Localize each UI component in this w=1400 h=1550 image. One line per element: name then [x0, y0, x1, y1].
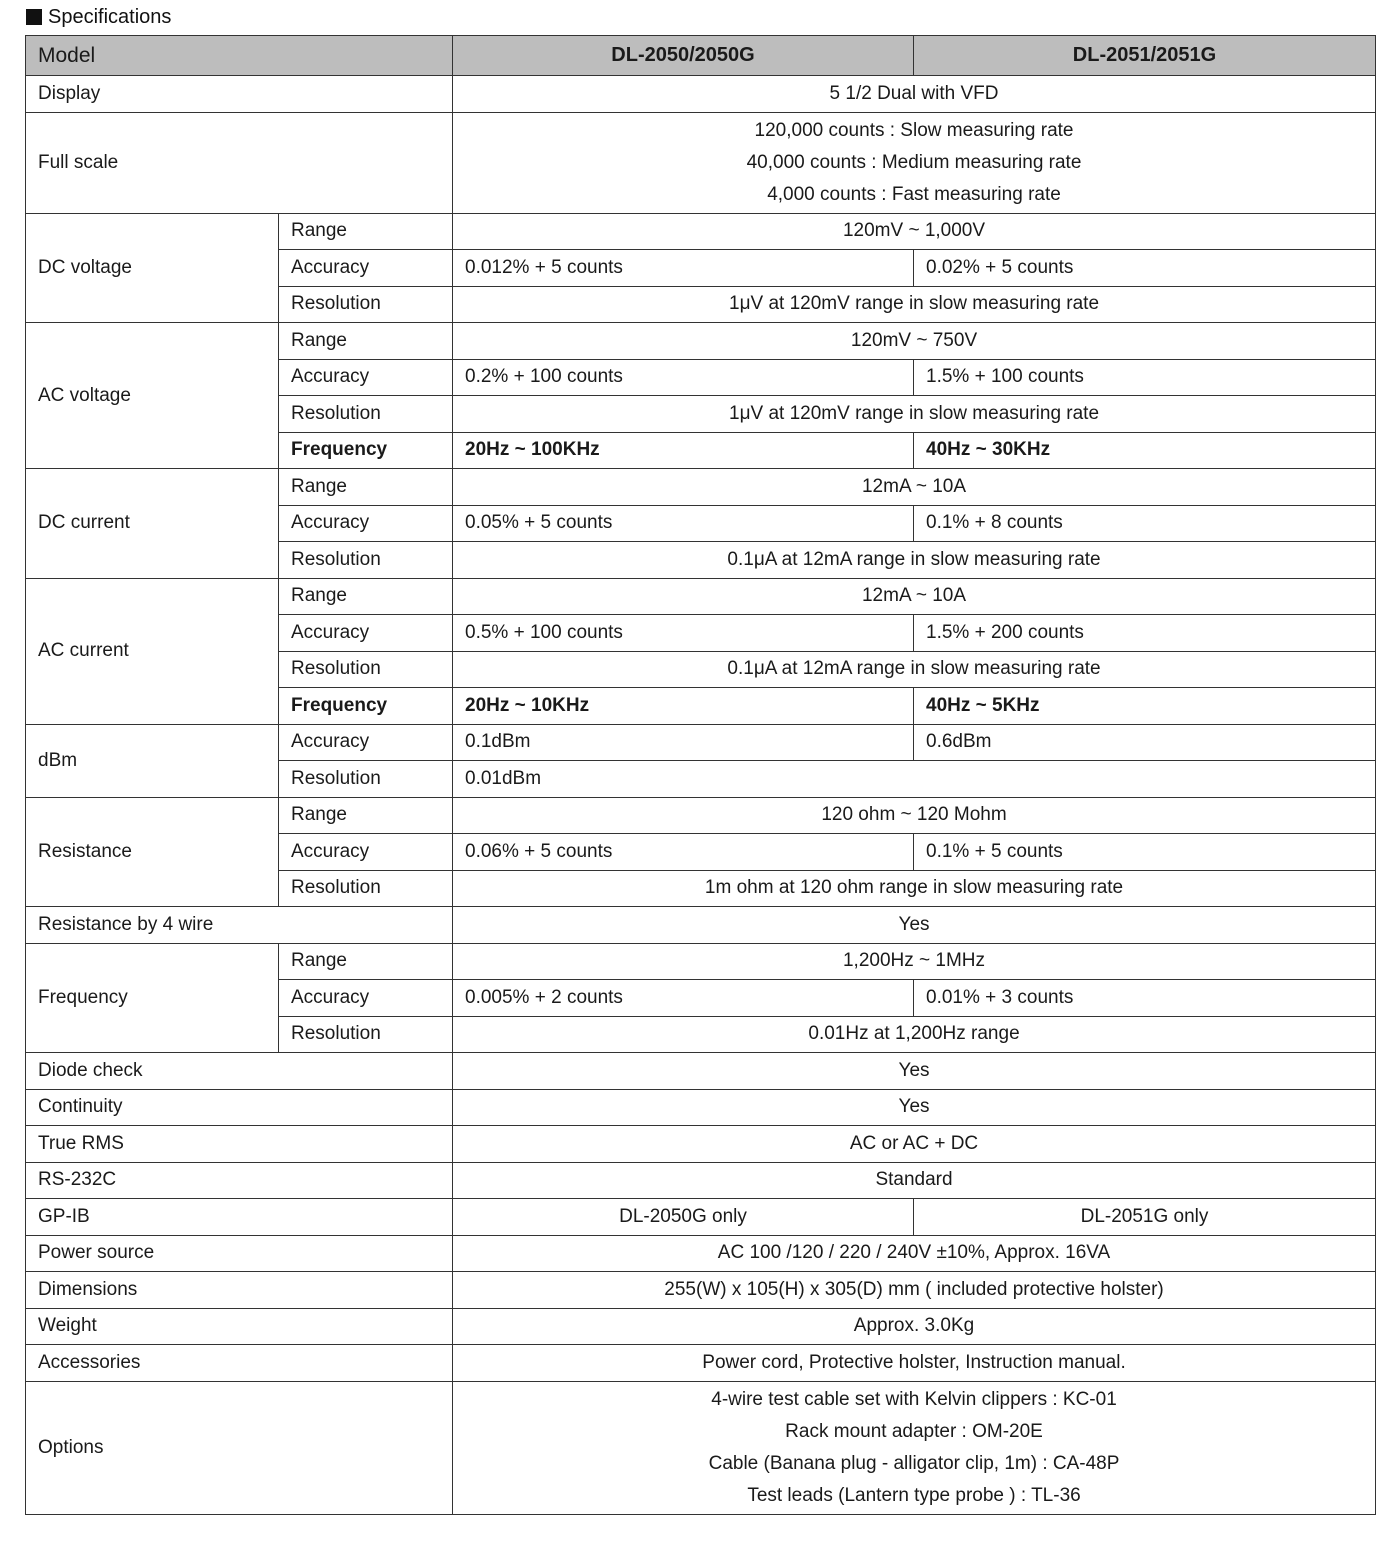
value-dl2050: 0.005% + 2 counts	[453, 980, 914, 1017]
row-label: Continuity	[26, 1089, 453, 1126]
row-value: 0.1μA at 12mA range in slow measuring rate	[453, 651, 1376, 688]
row-label: Dimensions	[26, 1272, 453, 1309]
value-dl2051: 1.5% + 200 counts	[914, 615, 1376, 652]
table-header-row	[26, 36, 1376, 76]
square-bullet-icon	[26, 9, 42, 25]
row-value: 120mV ~ 750V	[453, 323, 1376, 360]
row-label: Resistance by 4 wire	[26, 907, 453, 944]
dimensions-row	[26, 1272, 1376, 1309]
full-scale-row	[26, 112, 1376, 213]
sub-label: Resolution	[279, 1016, 453, 1053]
row-label: Options	[26, 1381, 453, 1514]
row-value: AC 100 /120 / 220 / 240V ±10%, Approx. 16VA	[453, 1235, 1376, 1272]
row-label: DC current	[26, 469, 279, 579]
sub-label: Resolution	[279, 286, 453, 323]
value-dl2050: 20Hz ~ 100KHz	[453, 432, 914, 469]
value-dl2051: 40Hz ~ 30KHz	[914, 432, 1376, 469]
row-label: Display	[26, 76, 453, 113]
row-value: 1,200Hz ~ 1MHz	[453, 943, 1376, 980]
sub-label: Accuracy	[279, 250, 453, 287]
sub-label: Accuracy	[279, 834, 453, 871]
specifications-table	[25, 35, 1376, 1515]
resistance-range-row	[26, 797, 1376, 834]
model-header: Model	[26, 36, 453, 76]
ac-voltage-range-row	[26, 323, 1376, 360]
value-dl2050: 0.5% + 100 counts	[453, 615, 914, 652]
row-value: 1μV at 120mV range in slow measuring rate	[453, 286, 1376, 323]
sub-label: Resolution	[279, 651, 453, 688]
value-dl2051: 0.1% + 8 counts	[914, 505, 1376, 542]
value-dl2050: 0.06% + 5 counts	[453, 834, 914, 871]
row-value: 1μV at 120mV range in slow measuring rate	[453, 396, 1376, 433]
model-dl2051-header: DL-2051/2051G	[914, 36, 1376, 76]
value-dl2051: 40Hz ~ 5KHz	[914, 688, 1376, 725]
row-value: 0.01Hz at 1,200Hz range	[453, 1016, 1376, 1053]
row-value: 120 ohm ~ 120 Mohm	[453, 797, 1376, 834]
row-label: DC voltage	[26, 213, 279, 323]
true-rms-row	[26, 1126, 1376, 1163]
accessories-row	[26, 1345, 1376, 1382]
option-line: Cable (Banana plug - alligator clip, 1m) : CA-48P	[708, 1452, 1120, 1474]
value-dl2051: 0.02% + 5 counts	[914, 250, 1376, 287]
sub-label: Accuracy	[279, 359, 453, 396]
value-dl2050: 0.1dBm	[453, 724, 914, 761]
row-label: RS-232C	[26, 1162, 453, 1199]
sub-label: Range	[279, 943, 453, 980]
row-value: Yes	[453, 1053, 1376, 1090]
option-line: Rack mount adapter : OM-20E	[785, 1420, 1043, 1442]
row-label: AC current	[26, 578, 279, 724]
row-value: 120mV ~ 1,000V	[453, 213, 1376, 250]
row-label: Diode check	[26, 1053, 453, 1090]
full-scale-line: 120,000 counts : Slow measuring rate	[754, 119, 1074, 141]
sub-label: Range	[279, 797, 453, 834]
row-value: Yes	[453, 907, 1376, 944]
display-row	[26, 76, 1376, 113]
value-dl2050: 0.05% + 5 counts	[453, 505, 914, 542]
value-dl2051: 0.6dBm	[914, 724, 1376, 761]
full-scale-line: 40,000 counts : Medium measuring rate	[746, 151, 1082, 173]
value-dl2051: 1.5% + 100 counts	[914, 359, 1376, 396]
rs232c-row	[26, 1162, 1376, 1199]
row-label: GP-IB	[26, 1199, 453, 1236]
row-label: Accessories	[26, 1345, 453, 1382]
sub-label: Resolution	[279, 396, 453, 433]
row-value: 255(W) x 105(H) x 305(D) mm ( included protective holster)	[453, 1272, 1376, 1309]
dbm-accuracy-row	[26, 724, 1376, 761]
row-value: 12mA ~ 10A	[453, 469, 1376, 506]
full-scale-line: 4,000 counts : Fast measuring rate	[767, 183, 1061, 205]
row-label: Full scale	[26, 112, 453, 213]
row-value: Approx. 3.0Kg	[453, 1308, 1376, 1345]
value-dl2050: 20Hz ~ 10KHz	[453, 688, 914, 725]
sub-label: Resolution	[279, 870, 453, 907]
row-value: 5 1/2 Dual with VFD	[453, 76, 1376, 113]
options-row	[26, 1381, 1376, 1514]
value-dl2050: DL-2050G only	[453, 1199, 914, 1236]
row-value: 12mA ~ 10A	[453, 578, 1376, 615]
sub-label: Frequency	[279, 432, 453, 469]
row-label: AC voltage	[26, 323, 279, 469]
section-heading-text: Specifications	[48, 5, 172, 28]
frequency-range-row	[26, 943, 1376, 980]
option-line: Test leads (Lantern type probe ) : TL-36	[747, 1484, 1081, 1506]
row-label: Resistance	[26, 797, 279, 907]
row-value	[453, 112, 1376, 213]
ac-current-range-row	[26, 578, 1376, 615]
weight-row	[26, 1308, 1376, 1345]
row-value: 0.01dBm	[453, 761, 1376, 798]
resistance-4wire-row	[26, 907, 1376, 944]
sub-label: Range	[279, 323, 453, 360]
row-value: AC or AC + DC	[453, 1126, 1376, 1163]
row-value	[453, 1381, 1376, 1514]
row-label: Frequency	[26, 943, 279, 1053]
row-value: Yes	[453, 1089, 1376, 1126]
row-label: Weight	[26, 1308, 453, 1345]
sub-label: Resolution	[279, 761, 453, 798]
value-dl2050: 0.2% + 100 counts	[453, 359, 914, 396]
gpib-row	[26, 1199, 1376, 1236]
dc-voltage-range-row	[26, 213, 1376, 250]
diode-check-row	[26, 1053, 1376, 1090]
sub-label: Range	[279, 578, 453, 615]
row-value: 0.1μA at 12mA range in slow measuring rate	[453, 542, 1376, 579]
value-dl2051: DL-2051G only	[914, 1199, 1376, 1236]
value-dl2051: 0.01% + 3 counts	[914, 980, 1376, 1017]
sub-label: Accuracy	[279, 505, 453, 542]
section-heading	[26, 4, 171, 30]
dc-current-range-row	[26, 469, 1376, 506]
value-dl2050: 0.012% + 5 counts	[453, 250, 914, 287]
sub-label: Accuracy	[279, 724, 453, 761]
row-value: Power cord, Protective holster, Instruction manual.	[453, 1345, 1376, 1382]
option-line: 4-wire test cable set with Kelvin clippers : KC-01	[711, 1388, 1117, 1410]
sub-label: Frequency	[279, 688, 453, 725]
row-label: True RMS	[26, 1126, 453, 1163]
row-label: Power source	[26, 1235, 453, 1272]
value-dl2051: 0.1% + 5 counts	[914, 834, 1376, 871]
sub-label: Range	[279, 213, 453, 250]
continuity-row	[26, 1089, 1376, 1126]
sub-label: Accuracy	[279, 615, 453, 652]
row-value: Standard	[453, 1162, 1376, 1199]
model-dl2050-header: DL-2050/2050G	[453, 36, 914, 76]
row-label: dBm	[26, 724, 279, 797]
sub-label: Accuracy	[279, 980, 453, 1017]
sub-label: Range	[279, 469, 453, 506]
row-value: 1m ohm at 120 ohm range in slow measuring rate	[453, 870, 1376, 907]
power-source-row	[26, 1235, 1376, 1272]
sub-label: Resolution	[279, 542, 453, 579]
